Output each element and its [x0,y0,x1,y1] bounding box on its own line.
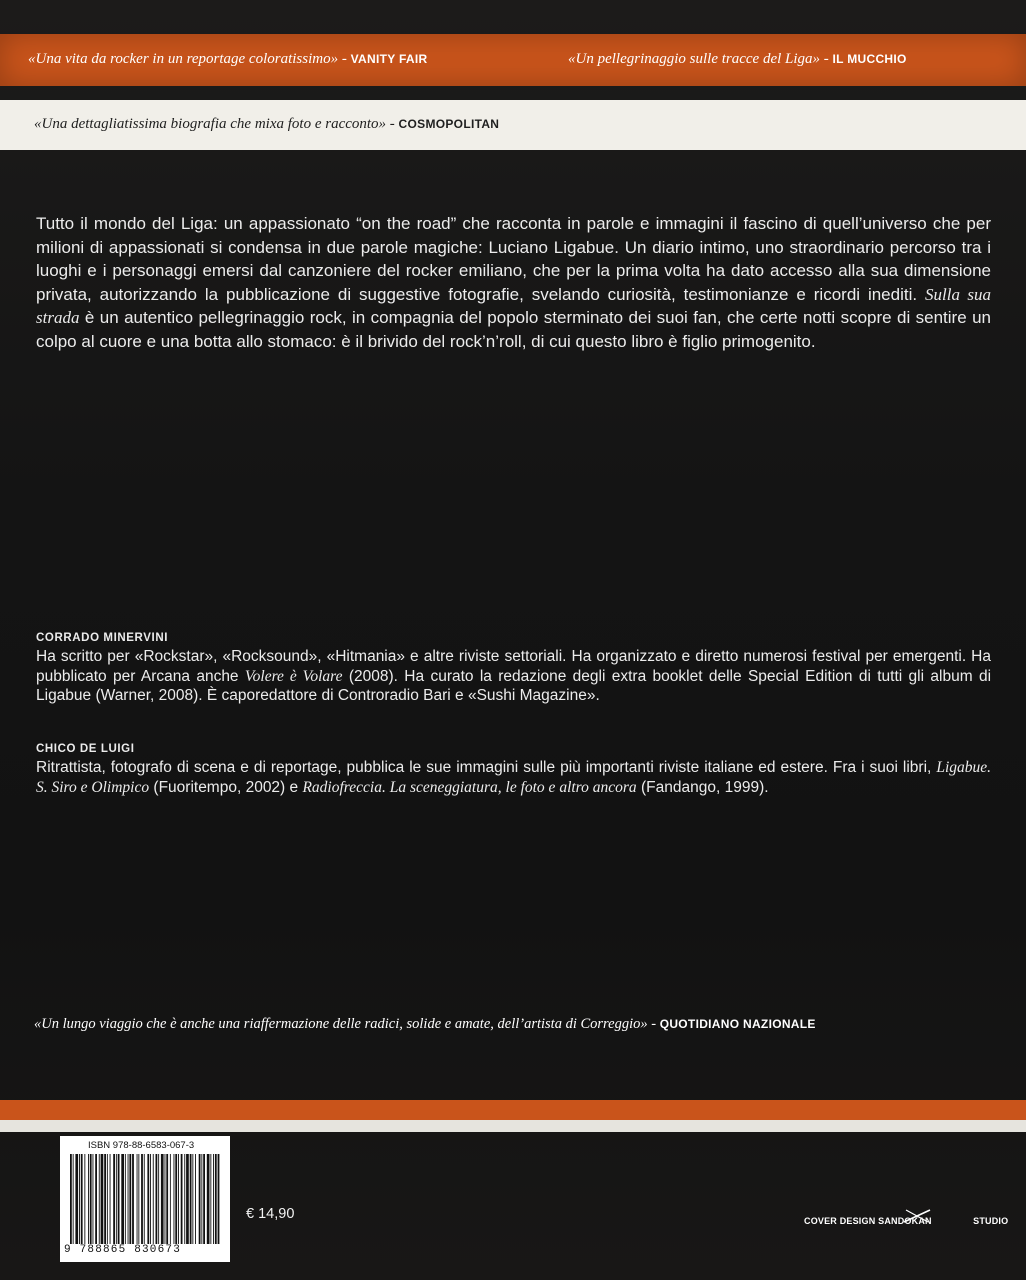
barcode-bar [132,1154,134,1244]
quote-vanity-fair [28,51,427,68]
barcode-bar [165,1154,166,1244]
barcode-bar [129,1154,131,1244]
barcode-bar [170,1154,171,1244]
quote-source: IL MUCCHIO [832,52,907,66]
barcode-bar [84,1154,85,1244]
barcode-bar [207,1154,210,1244]
barcode-bars [68,1154,222,1244]
barcode-bar [195,1154,196,1244]
barcode-bar [174,1154,175,1244]
barcode-bar [150,1154,151,1244]
white-bottom-band [0,1120,1026,1132]
barcode-bar [116,1154,117,1244]
orange-bottom-band [0,1100,1026,1120]
cover-design-text: COVER DESIGN SANDOKAN [804,1216,932,1226]
barcode-bar [104,1154,106,1244]
barcode-bar [158,1154,159,1244]
book-blurb [36,212,991,353]
barcode-bar [70,1154,72,1244]
studio-text: STUDIO [973,1216,1009,1226]
barcode-bar [161,1154,164,1244]
quote-text: «Una dettagliatissima biografia che mixa foto e racconto» - [34,116,395,132]
author-name-de-luigi: CHICO DE LUIGI [36,743,135,755]
blurb-text-2: è un autentico pellegrinaggio rock, in compagnia del popolo sterminato dei suoi fan, che certe notti scopre di sentire un colpo al cuore e una botta allo stomaco: è il brivido del rock’n’roll, di cui questo libro è figlio primogenito. [36,308,991,351]
crossed-swords-icon [902,1208,932,1224]
bio-text: (2008). Ha curato la redazione degli extra booklet delle Special Edition di tutti gli album di Ligabue (Warner, 2008). È caporedattore di Controradio Bari e «Sushi Magazine». [36,667,992,704]
barcode-bar [184,1154,185,1244]
barcode-bar [107,1154,108,1244]
barcode-bar [178,1154,179,1244]
barcode-bar [203,1154,205,1244]
barcode-bar [79,1154,80,1244]
barcode-bar [201,1154,202,1244]
barcode-bar [144,1154,145,1244]
barcode-bar [90,1154,92,1244]
barcode-bar [190,1154,192,1244]
quote-source: VANITY FAIR [350,52,428,66]
barcode-bar [99,1154,100,1244]
barcode-bar [88,1154,89,1244]
quote-source: QUOTIDIANO NAZIONALE [659,1017,816,1031]
barcode-bar [95,1154,97,1244]
barcode-bar [137,1154,138,1244]
barcode-bar [93,1154,94,1244]
barcode-bar [141,1154,143,1244]
barcode-bar [110,1154,111,1244]
barcode-bar [81,1154,83,1244]
barcode-bar [213,1154,214,1244]
barcode-bar [101,1154,104,1244]
author-bio-de-luigi [36,758,991,797]
barcode-bar [125,1154,126,1244]
barcode-bar [138,1154,139,1244]
barcode-bar [175,1154,177,1244]
barcode-bar [166,1154,168,1244]
barcode-bar [199,1154,201,1244]
bio-title: Volere è Volare [244,667,343,685]
quote-il-mucchio [568,51,907,68]
barcode-bar [186,1154,189,1244]
barcode-bar [218,1154,220,1244]
barcode-bar [192,1154,193,1244]
book-title: Sulla sua strada [36,284,991,327]
barcode-bar [113,1154,115,1244]
price: € 14,90 [246,1206,295,1222]
barcode-bar [153,1154,154,1244]
quote-text: «Un lungo viaggio che è anche una riaffermazione delle radici, solide e amate, dell’artista di Correggio» - [34,1016,657,1032]
bio-text: Ritrattista, fotografo di scena e di reportage, pubblica le sue immagini sulle più importanti riviste italiane ed estere. Fra i suoi libri, [36,759,932,776]
bio-text: (Fuoritempo, 2002) e [153,778,299,796]
quote-quotidiano-nazionale [34,1016,816,1033]
ean-digits: 9 788865 830673 [64,1244,182,1256]
author-name-minervini: CORRADO MINERVINI [36,632,169,644]
barcode-bar [118,1154,120,1244]
barcode-bar [156,1154,158,1244]
barcode [60,1136,230,1262]
quote-text: «Una vita da rocker in un reportage coloratissimo» - [28,51,347,67]
quote-cosmopolitan [34,116,499,133]
barcode-bar [75,1154,78,1244]
barcode-bar [181,1154,183,1244]
bio-text: Ha scritto per «Rockstar», «Rocksound», «Hitmania» e altre riviste settoriali. Ha organizzato e diretto numerosi festival per emergenti. Ha pubblicato per Arcana anche [36,648,991,685]
barcode-bar [73,1154,74,1244]
bio-title: Radiofreccia. La sceneggiatura, le foto e altro ancora [302,778,637,796]
bio-text: (Fandango, 1999). [641,778,769,796]
blurb-text-1: Tutto il mondo del Liga: un appassionato “on the road” che racconta in parole e immagini il fascino di quell’universo che per milioni di appassionati si condensa in due parole magiche: Luciano Ligabue. Un diario intimo, uno straordinario percorso tra i luoghi e i personaggi emersi dal canzoniere del rocker emiliano, che per la prima volta ha dato accesso alla sua dimensione privata, autorizzando la pubblicazione di suggestive fotografie, svelando curiosità, testimonianze e ricordi inediti. [36,214,991,304]
barcode-bar [121,1154,124,1244]
barcode-bar [128,1154,129,1244]
author-bio-minervini [36,647,991,706]
quote-text: «Un pellegrinaggio sulle tracce del Liga» - [568,51,829,67]
quote-source: COSMOPOLITAN [398,117,500,131]
barcode-bar [147,1154,149,1244]
barcode-bar [210,1154,211,1244]
isbn-label: ISBN 978-88-6583-067-3 [88,1140,195,1151]
bio-title: Ligabue. S. Siro e Olimpico [36,759,992,796]
barcode-bar [215,1154,217,1244]
